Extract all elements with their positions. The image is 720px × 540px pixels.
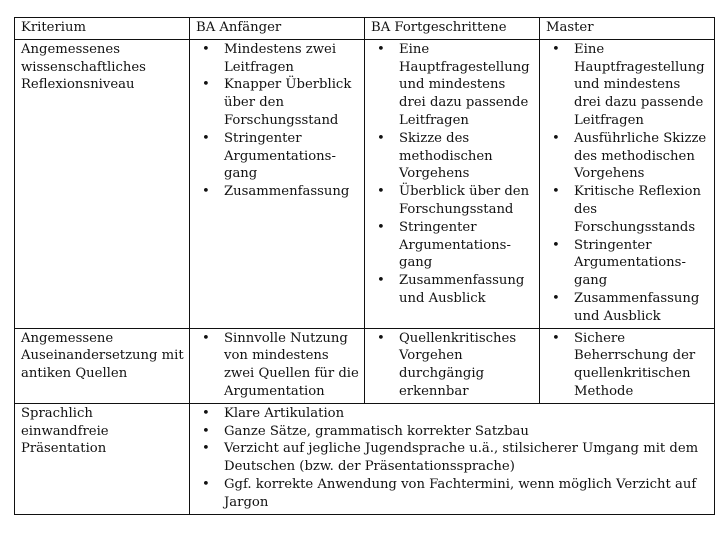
master-cell [540,39,715,328]
criterion-cell: Sprachlich einwandfreie Präsentation [15,403,190,514]
list-item: • Eine Hauptfragestellung und mindestens drei dazu passende Leitfragen [371,41,534,130]
list-item: • Kritische Reflexion des Forschungsstands [546,183,709,236]
list-item: • Sinnvolle Nutzung von mindestens zwei Quellen für die Argumentation [196,330,359,401]
header-row [15,18,715,40]
table-row [15,328,715,403]
list-item: • Überblick über den Forschungsstand [371,183,534,219]
header-ba-anfaenger: BA Anfänger [190,18,365,40]
list-item: • Quellenkritisches Vorgehen durchgängig erkennbar [371,330,534,401]
ba-fortgeschrittene-cell [365,39,540,328]
list-item: • Ausführliche Skizze des methodischen Vorgehens [546,130,709,183]
ba-anfaenger-cell [190,328,365,403]
table-row [15,39,715,328]
list-item: • Knapper Überblick über den Forschungsstand [196,76,359,129]
list-item: • Stringenter Argumentations-gang [546,237,709,290]
list-item: • Ganze Sätze, grammatisch korrekter Satzbau [196,423,709,441]
header-master: Master [540,18,715,40]
list-item: • Skizze des methodischen Vorgehens [371,130,534,183]
bullet-list [371,330,534,401]
bullet-list [196,41,359,201]
list-item: • Stringenter Argumentations-gang [196,130,359,183]
criterion-cell: Angemessenes wissenschaftliches Reflexionsniveau [15,39,190,328]
list-item: • Verzicht auf jegliche Jugendsprache u.ä., stilsicherer Umgang mit dem Deutschen (bzw. der Präsentationssprache) [196,440,709,476]
bullet-list [196,330,359,401]
list-item: • Sichere Beherrschung der quellenkritischen Methode [546,330,709,401]
ba-fortgeschrittene-cell [365,328,540,403]
criterion-cell: Angemessene Auseinandersetzung mit antiken Quellen [15,328,190,403]
bullet-list [371,41,534,308]
list-item: • Mindestens zwei Leitfragen [196,41,359,77]
header-ba-fortgeschrittene: BA Fortgeschrittene [365,18,540,40]
list-item: • Zusammenfassung und Ausblick [371,272,534,308]
all-levels-cell [190,403,715,514]
bullet-list [196,405,709,512]
bullet-list [546,41,709,326]
bullet-list [546,330,709,401]
table-row [15,403,715,514]
list-item: • Ggf. korrekte Anwendung von Fachtermini, wenn möglich Verzicht auf Jargon [196,476,709,512]
list-item: • Zusammenfassung [196,183,359,201]
ba-anfaenger-cell [190,39,365,328]
list-item: • Eine Hauptfragestellung und mindestens drei dazu passende Leitfragen [546,41,709,130]
list-item: • Klare Artikulation [196,405,709,423]
list-item: • Zusammenfassung und Ausblick [546,290,709,326]
criteria-table [14,17,715,515]
list-item: • Stringenter Argumentations-gang [371,219,534,272]
header-kriterium: Kriterium [15,18,190,40]
master-cell [540,328,715,403]
